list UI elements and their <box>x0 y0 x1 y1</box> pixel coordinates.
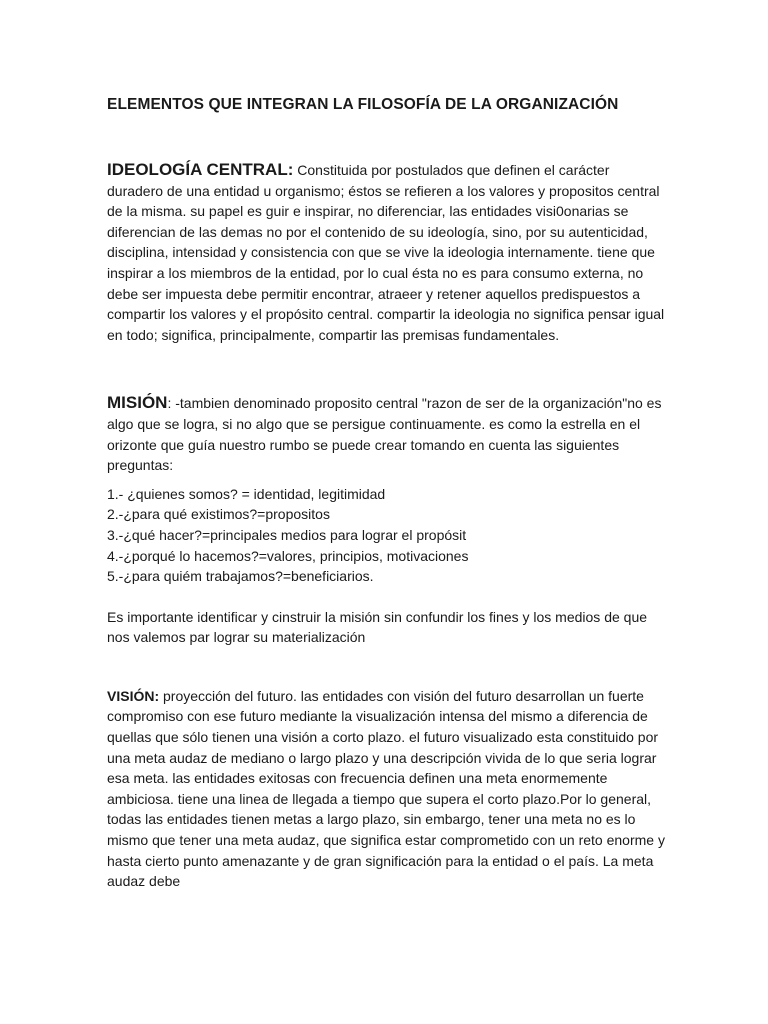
list-item: 1.- ¿quienes somos? = identidad, legitimidad <box>107 485 386 502</box>
document-title: ELEMENTOS QUE INTEGRAN LA FILOSOFÍA DE LA ORGANIZACIÓN <box>107 96 619 113</box>
document-body <box>107 93 667 892</box>
mision-closing-paragraph: Es importante identificar y cinstruir la misión sin confundir los fines y los medios de que nos valemos par lograr su materialización <box>107 608 648 646</box>
section-ideologia-central <box>107 160 667 345</box>
section-vision <box>107 686 667 892</box>
mision-questions-list <box>107 484 667 587</box>
list-item: 4.-¿porqué lo hacemos?=valores, principios, motivaciones <box>107 547 469 564</box>
vision-text: proyección del futuro. las entidades con visión del futuro desarrollan un fuerte compromiso con ese futuro mediante la visualización intensa del mismo a diferencia de quellas que sólo tienen una visión a corto plazo. el futuro visualizado esta constituido por una meta audaz de mediano o largo plazo y una descripción vivida de lo que seria lograr esa meta. las entidades exitosas con frecuencia definen una meta enormemente ambiciosa. tiene una linea de llegada a tiempo que supera el corto plazo.Por lo general, todas las entidades tienen metas a largo plazo, sin embargo, tener una meta no es lo mismo que tener una meta audaz, que significa estar comprometido con un reto enorme y hasta cierto punto amenazante y de gran significación para la entidad o el país. La meta audaz debe <box>107 687 665 890</box>
vision-label: VISIÓN: <box>107 687 160 704</box>
section-mision <box>107 393 667 475</box>
ideologia-text: Constituida por postulados que definen el carácter duradero de una entidad u organismo; éstos se refieren a los valores y propositos central de la misma. su papel es guir e inspirar, no diferenciar, las entidades visi0onarias se diferencian de las demas no por el contenido de su ideología, sino, por su autenticidad, disciplina, intensidad y consistencia con que se vive la ideologia internamente. tiene que inspirar a los miembros de la entidad, por lo cual ésta no es para consumo externa, no debe ser impuesta debe permitir encontrar, atraeer y retener aquellos predispuestos a compartir los valores y el propósito central. compartir la ideologia no significa pensar igual en todo; significa, principalmente, compartir las premisas fundamentales. <box>107 162 665 343</box>
mision-label: MISIÓN <box>107 393 168 413</box>
mision-text: : -tambien denominado proposito central "razon de ser de la organización"no es algo que se logra, si no algo que se persigue continuamente. es como la estrella en el orizonte que guía nuestro rumbo se puede crear tomando en cuenta las siguientes preguntas: <box>107 395 662 474</box>
ideologia-label: IDEOLOGÍA CENTRAL: <box>107 160 294 179</box>
list-item: 5.-¿para quiém trabajamos?=beneficiarios. <box>107 568 374 585</box>
list-item: 3.-¿qué hacer?=principales medios para lograr el propósit <box>107 526 467 543</box>
list-item: 2.-¿para qué existimos?=propositos <box>107 506 330 523</box>
